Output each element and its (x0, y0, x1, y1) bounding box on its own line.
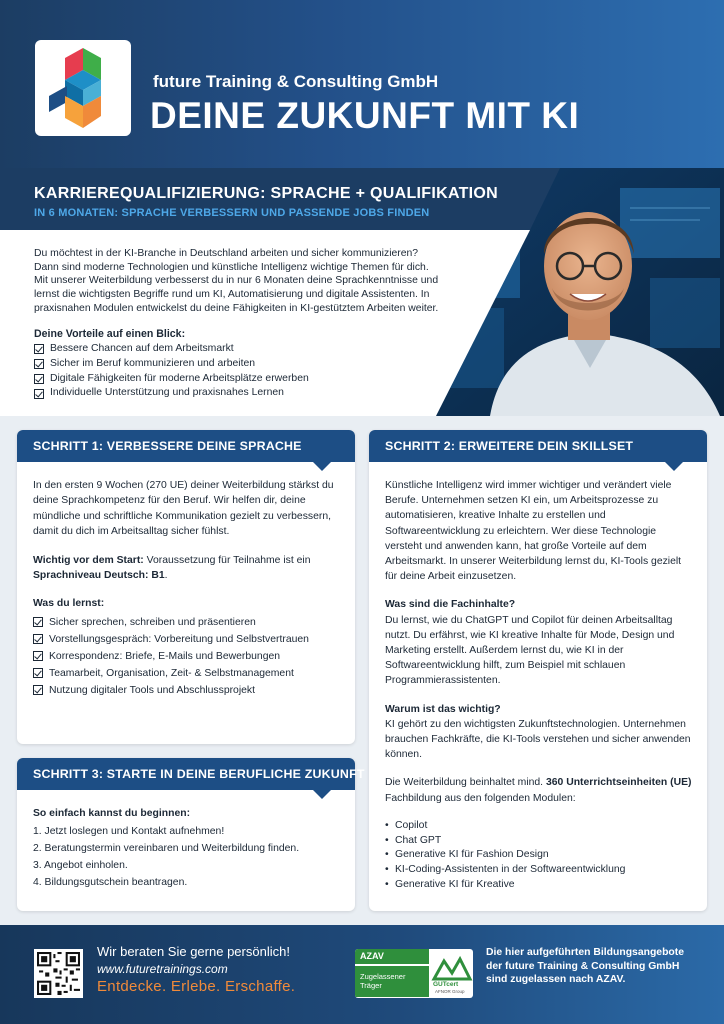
list-item: • Copilot (385, 819, 693, 834)
checkbox-icon (33, 685, 43, 695)
hero-intro (34, 247, 474, 316)
module-intro-post: Fachbildung aus den folgenden Modulen: (385, 792, 576, 804)
requirement-text: Voraussetzung für Teilnahme ist ein (143, 554, 311, 566)
step1-title: SCHRITT 1: VERBESSERE DEINE SPRACHE (33, 439, 302, 453)
benefit-text: Digitale Fähigkeiten für moderne Arbeitsplätze erwerben (50, 372, 309, 384)
learn-item-text: Sicher sprechen, schreiben und präsentieren (49, 616, 256, 628)
module-hours: 360 Unterrichtseinheiten (UE) (545, 777, 692, 789)
benefit-text: Bessere Chancen auf dem Arbeitsmarkt (50, 343, 234, 354)
page-title: DEINE ZUKUNFT MIT KI (150, 95, 580, 136)
list-item: • Generative KI für Kreative (385, 878, 693, 893)
intro-line: Dann sind moderne Technologien und künstliche Intelligenz wichtige Themen für dich. (34, 261, 429, 273)
step2-card (369, 430, 707, 911)
learn-heading: Was du lernst: (33, 598, 105, 610)
module-intro (385, 775, 693, 805)
list-item: • Chat GPT (385, 834, 693, 849)
list-item (34, 372, 309, 387)
list-item (33, 682, 341, 699)
list-item (34, 342, 309, 357)
header-notch (665, 462, 683, 471)
step3-header (17, 758, 365, 790)
azav-label: AZAV (355, 949, 429, 964)
company-logo (35, 40, 131, 136)
azav-sublabel: Zugelassener Träger (355, 965, 429, 997)
learn-item-text: Korrespondenz: Briefe, E-Mails und Bewerbungen (49, 650, 281, 662)
checkbox-icon (33, 651, 43, 661)
checkbox-icon (34, 344, 44, 354)
gutcert-name: GUTcert (433, 981, 459, 988)
contact-line: Wir beraten Sie gerne persönlich! (97, 944, 290, 959)
step3-list (33, 823, 341, 891)
logo-icon (35, 40, 131, 136)
intro-line: Du möchtest in der KI-Branche in Deutschland arbeiten und sicher kommunizieren? (34, 248, 419, 259)
warum-heading: Warum ist das wichtig? (385, 703, 501, 715)
fach-heading: Was sind die Fachinhalte? (385, 599, 516, 611)
step1-card (17, 430, 355, 744)
benefits-heading: Deine Vorteile auf einen Blick: (34, 328, 186, 340)
checkbox-icon (33, 668, 43, 678)
checkbox-icon (33, 617, 43, 627)
benefit-text: Individuelle Unterstützung und praxisnahes Lernen (50, 387, 284, 399)
step2-title: SCHRITT 2: ERWEITERE DEIN SKILLSET (385, 439, 634, 453)
list-item: 1. Jetzt loslegen und Kontakt aufnehmen! (33, 826, 225, 838)
list-item (33, 614, 341, 631)
module-list (385, 819, 693, 893)
list-item: 3. Angebot einholen. (33, 860, 128, 872)
list-item (33, 648, 341, 665)
azav-certificate-badge (355, 949, 473, 998)
intro-line: praxisnahen Modulen entwickelst du deine Fähigkeiten in KI-gestütztem Arbeiten weiter. (34, 302, 439, 314)
company-name: future Training & Consulting GmbH (153, 72, 439, 91)
fach-text: Du lernst, wie du ChatGPT und Copilot für deinen Arbeitsalltag nutzt. Du erfährst, wie KI kreative Inhalte für Mode, Design und Marketing erstellt. Außerdem lernst du, wie KI in der Softwareentwicklung hilft, zum Beispiel mit schlauen Programmierassistenten. (385, 614, 675, 687)
list-item: 2. Beratungstermin vereinbaren und Weiterbildung finden. (33, 843, 300, 855)
header-banner (0, 0, 724, 168)
step1-header (17, 430, 355, 462)
learn-list (33, 614, 341, 699)
list-item: • KI-Coding-Assistenten in der Softwareentwicklung (385, 863, 693, 878)
step3-title: SCHRITT 3: STARTE IN DEINE BERUFLICHE ZUKUNFT (33, 767, 365, 781)
step3-intro: So einfach kannst du beginnen: (33, 808, 191, 819)
intro-line: lernst die wichtigsten Begriffe rund um KI, Automatisierung und digitale Assistenten. In (34, 289, 430, 301)
intro-line: Mit unserer Weiterbildung verbesserst du in nur 6 Monaten deine Sprachkenntnisse und (34, 275, 439, 287)
benefit-text: Sicher im Beruf kommunizieren und arbeiten (50, 357, 256, 369)
step1-requirement (33, 553, 341, 584)
qr-code[interactable] (34, 949, 83, 998)
list-item (34, 357, 309, 372)
step1-body (33, 478, 341, 699)
qr-icon (37, 952, 80, 995)
list-item: 4. Bildungsgutschein beantragen. (33, 877, 188, 889)
header-notch (313, 790, 331, 799)
checkbox-icon (34, 389, 44, 399)
checkbox-icon (34, 374, 44, 384)
step2-header (369, 430, 707, 462)
learn-item-text: Teamarbeit, Organisation, Zeit- & Selbstmanagement (49, 667, 294, 679)
checkbox-icon (34, 359, 44, 369)
step2-paragraph: Künstliche Intelligenz wird immer wichtiger und verändert viele Berufe. Unternehmen setzen KI ein, um Arbeitsprozesse zu automatisieren, kreative Inhalte zu erstellen und Softwareentwicklung zu erleichtern. Wer diese Technologie versteht und anwenden kann, hat große Vorteile auf dem Arbeitsmarkt. In unserer Weiterbildung lernst du, KI-Tools gezielt für deine Arbeit einzusetzen. (385, 480, 682, 583)
requirement-label: Wichtig vor dem Start: (33, 554, 144, 566)
learn-item-text: Vorstellungsgespräch: Vorbereitung und Selbstvertrauen (49, 633, 309, 645)
program-title: KARRIEREQUALIFIZIERUNG: SPRACHE + QUALIFIKATION (34, 185, 499, 202)
requirement-end: . (164, 570, 168, 582)
footer (0, 925, 724, 1024)
module-intro-pre: Die Weiterbildung beinhaltet mind. (385, 777, 546, 789)
website-link[interactable]: www.futuretrainings.com (97, 962, 228, 976)
step1-paragraph: In den ersten 9 Wochen (270 UE) deiner Weiterbildung stärkst du deine Sprachkompetenz für den Beruf. Wir helfen dir, deine mündliche und schriftliche Kommunikation gezielt zu verbessern, damit du dich im Arbeitsalltag sicher fühlst. (33, 480, 334, 538)
benefits-list (34, 342, 309, 401)
list-item (34, 386, 309, 401)
list-item: • Generative KI für Fashion Design (385, 848, 693, 863)
list-item (33, 631, 341, 648)
requirement-level: Sprachniveau Deutsch: B1 (33, 570, 165, 582)
gutcert-group: AFNOR Group (435, 989, 465, 994)
header-notch (313, 462, 331, 471)
hero-section (0, 168, 724, 416)
accreditation-note: Die hier aufgeführten Bildungsangebote der future Training & Consulting GmbH sind zugelassen nach AZAV. (486, 947, 685, 985)
learn-item-text: Nutzung digitaler Tools und Abschlussprojekt (49, 684, 256, 696)
list-item (33, 665, 341, 682)
checkbox-icon (33, 634, 43, 644)
program-subtitle: IN 6 MONATEN: SPRACHE VERBESSERN UND PASSENDE JOBS FINDEN (34, 207, 430, 219)
step2-body (385, 478, 693, 893)
slogan: Entdecke. Erlebe. Erschaffe. (97, 978, 296, 995)
step3-card (17, 758, 365, 911)
warum-text: KI gehört zu den wichtigsten Zukunftstechnologien. Unternehmen brauchen Fachkräfte, die KI-Tools verstehen und sicher anwenden können. (385, 718, 691, 761)
step3-body (33, 806, 341, 891)
